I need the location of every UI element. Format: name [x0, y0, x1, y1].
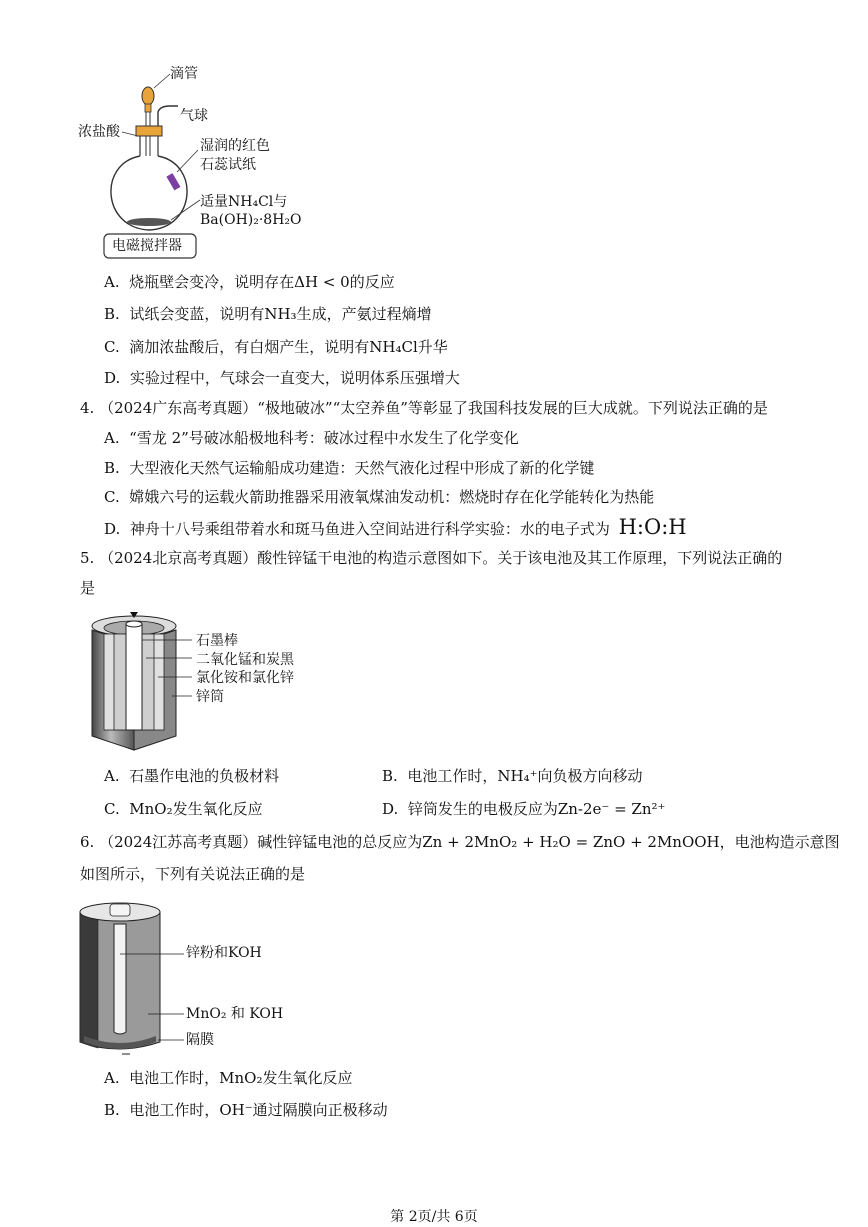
- page-footer: 第 2页/共 6页: [390, 1209, 478, 1225]
- q6-stem-line-1: 6. （2024江苏高考真题）碱性锌锰电池的总反应为Zn + 2MnO₂ + H₂O = ZnO + 2MnOOH，电池构造示意图: [80, 833, 840, 851]
- q5-option-d: [382, 799, 665, 819]
- option-text: 嫦娥六号的运载火箭助推器采用液氧煤油发动机：燃烧时存在化学能转化为热能: [129, 488, 655, 506]
- litmus-label-2: 石蕊试纸: [200, 157, 256, 173]
- q3-option-b: [104, 304, 432, 324]
- acid-label: 浓盐酸: [78, 124, 120, 140]
- q4-stem: 4. （2024广东高考真题）“极地破冰”“太空养鱼”等彰显了我国科技发展的巨大成就。下列说法正确的是: [80, 399, 768, 417]
- option-text: 石墨作电池的负极材料: [129, 767, 280, 785]
- option-letter: D.: [104, 369, 121, 387]
- balloon-label: 气球: [180, 108, 208, 124]
- reagent-label-1: 适量NH₄Cl与: [200, 194, 288, 210]
- q4-option-b: [104, 458, 594, 478]
- option-letter: B.: [382, 767, 398, 785]
- q5-stem-line-1: 5. （2024北京高考真题）酸性锌锰干电池的构造示意图如下。关于该电池及其工作原理，下列说法正确的: [80, 549, 783, 567]
- option-letter: A.: [104, 429, 120, 447]
- q4-option-a: [104, 428, 519, 448]
- option-text: 烧瓶壁会变冷，说明存在ΔH < 0的反应: [129, 273, 395, 291]
- option-text: 电池工作时，NH₄⁺向负极方向移动: [407, 767, 643, 785]
- mno2-koh-label: MnO₂ 和 KOH: [186, 1006, 284, 1022]
- option-text: 试纸会变蓝，说明有NH₃生成，产氨过程熵增: [129, 305, 432, 323]
- q4-option-c: [104, 487, 654, 507]
- option-letter: C.: [104, 800, 120, 818]
- q5-option-c: [104, 799, 263, 819]
- separator-label: 隔膜: [186, 1032, 214, 1048]
- option-text: 实验过程中，气球会一直变大，说明体系压强增大: [129, 369, 460, 387]
- option-text: 神舟十八号乘组带着水和斑马鱼进入空间站进行科学实验：水的电子式为: [129, 520, 610, 538]
- option-letter: B.: [104, 305, 120, 323]
- mno2-carbon-label: 二氧化锰和炭黑: [196, 652, 294, 668]
- option-letter: A.: [104, 1069, 120, 1087]
- option-letter: A.: [104, 767, 120, 785]
- option-letter: C.: [104, 338, 120, 356]
- option-text: 大型液化天然气运输船成功建造：天然气液化过程中形成了新的化学键: [129, 459, 595, 477]
- q3-option-c: [104, 337, 448, 357]
- q6-option-b: [104, 1100, 388, 1120]
- option-letter: B.: [104, 459, 120, 477]
- zinc-can-label: 锌筒: [196, 689, 224, 705]
- q5-stem-line-2: 是: [80, 579, 96, 597]
- reagent-label-2: Ba(OH)₂·8H₂O: [200, 212, 302, 228]
- option-letter: D.: [104, 520, 121, 538]
- nh4cl-zncl2-label: 氯化铵和氯化锌: [196, 670, 294, 686]
- water-electron-formula: H:O:H: [618, 515, 687, 539]
- q5-option-a: [104, 766, 279, 786]
- option-text: 锌筒发生的电极反应为Zn-2e⁻ = Zn²⁺: [407, 800, 666, 818]
- option-text: 滴加浓盐酸后，有白烟产生，说明有NH₄Cl升华: [129, 338, 448, 356]
- litmus-label-1: 湿润的红色: [200, 138, 270, 154]
- q6-stem-line-2: 如图所示，下列有关说法正确的是: [80, 865, 306, 883]
- option-letter: B.: [104, 1101, 120, 1119]
- dropper-label: 滴管: [170, 66, 198, 82]
- option-text: “雪龙 2”号破冰船极地科考：破冰过程中水发生了化学变化: [129, 429, 519, 447]
- q3-option-a: [104, 272, 395, 292]
- option-letter: D.: [382, 800, 399, 818]
- q6-option-a: [104, 1068, 353, 1088]
- option-text: 电池工作时，MnO₂发生氧化反应: [129, 1069, 353, 1087]
- alkaline-battery-diagram: [78, 900, 198, 1060]
- option-letter: A.: [104, 273, 120, 291]
- zinc-powder-koh-label: 锌粉和KOH: [186, 945, 262, 961]
- option-text: 电池工作时，OH⁻通过隔膜向正极移动: [129, 1101, 388, 1119]
- option-text: MnO₂发生氧化反应: [129, 800, 263, 818]
- stirrer-label: 电磁搅拌器: [112, 238, 182, 254]
- graphite-rod-label: 石墨棒: [196, 633, 238, 649]
- option-letter: C.: [104, 488, 120, 506]
- acidic-battery-diagram: [84, 604, 204, 754]
- q4-option-d: [104, 517, 687, 539]
- q5-option-b: [382, 766, 642, 786]
- q3-option-d: [104, 368, 460, 388]
